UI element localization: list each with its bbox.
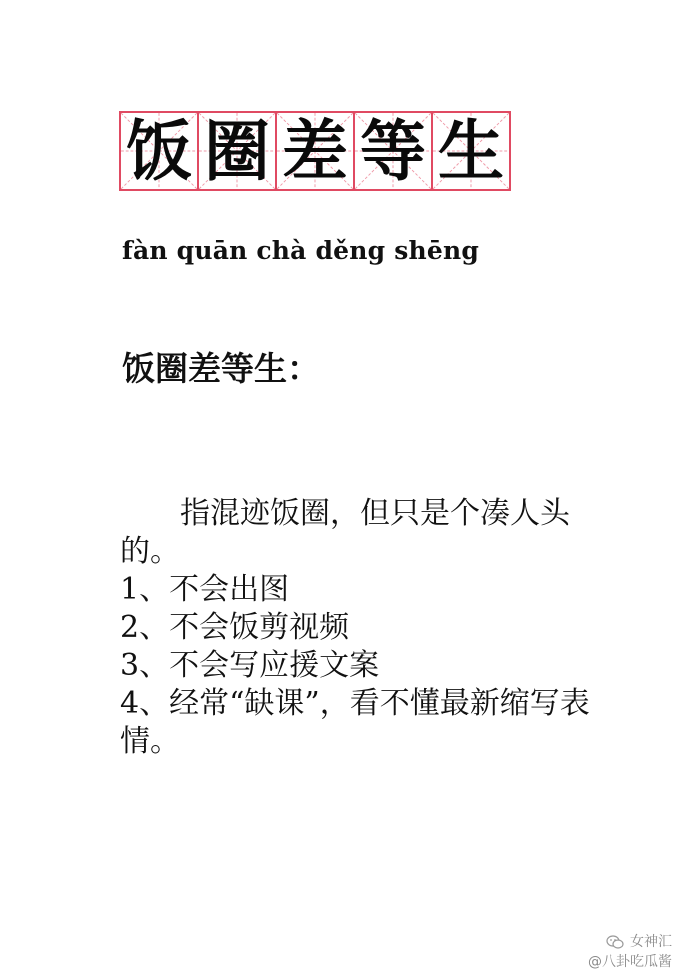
title-char: 圈 [204,112,270,190]
pinyin: fàn quān chà děng shēng [122,236,480,265]
title-char: 饭 [126,112,192,190]
list-item: 1、不会出图 [120,572,290,607]
wechat-icon [606,935,624,949]
watermark-account: 女神汇 [630,934,672,950]
title-cell [197,111,277,191]
title-char: 差 [282,112,348,190]
list-item: 2、不会饭剪视频 [120,610,350,645]
definition-body [120,495,620,761]
watermark [588,932,672,972]
watermark-handle: @八卦吃瓜酱 [588,954,672,970]
title-cell [119,111,199,191]
watermark-row [588,952,672,972]
title-char: 生 [438,112,504,190]
term-heading: 饭圈差等生： [122,349,320,388]
title-cell [353,111,433,191]
title-cell [275,111,355,191]
definition-intro: 指混迹饭圈，但只是个凑人头的。 [120,496,570,569]
watermark-row [588,932,672,952]
list-item: 4、经常“缺课”，看不懂最新缩写表情。 [120,686,590,759]
list-item: 3、不会写应援文案 [120,648,380,683]
title-grid [119,111,511,191]
title-cell [431,111,511,191]
title-char: 等 [360,112,426,190]
